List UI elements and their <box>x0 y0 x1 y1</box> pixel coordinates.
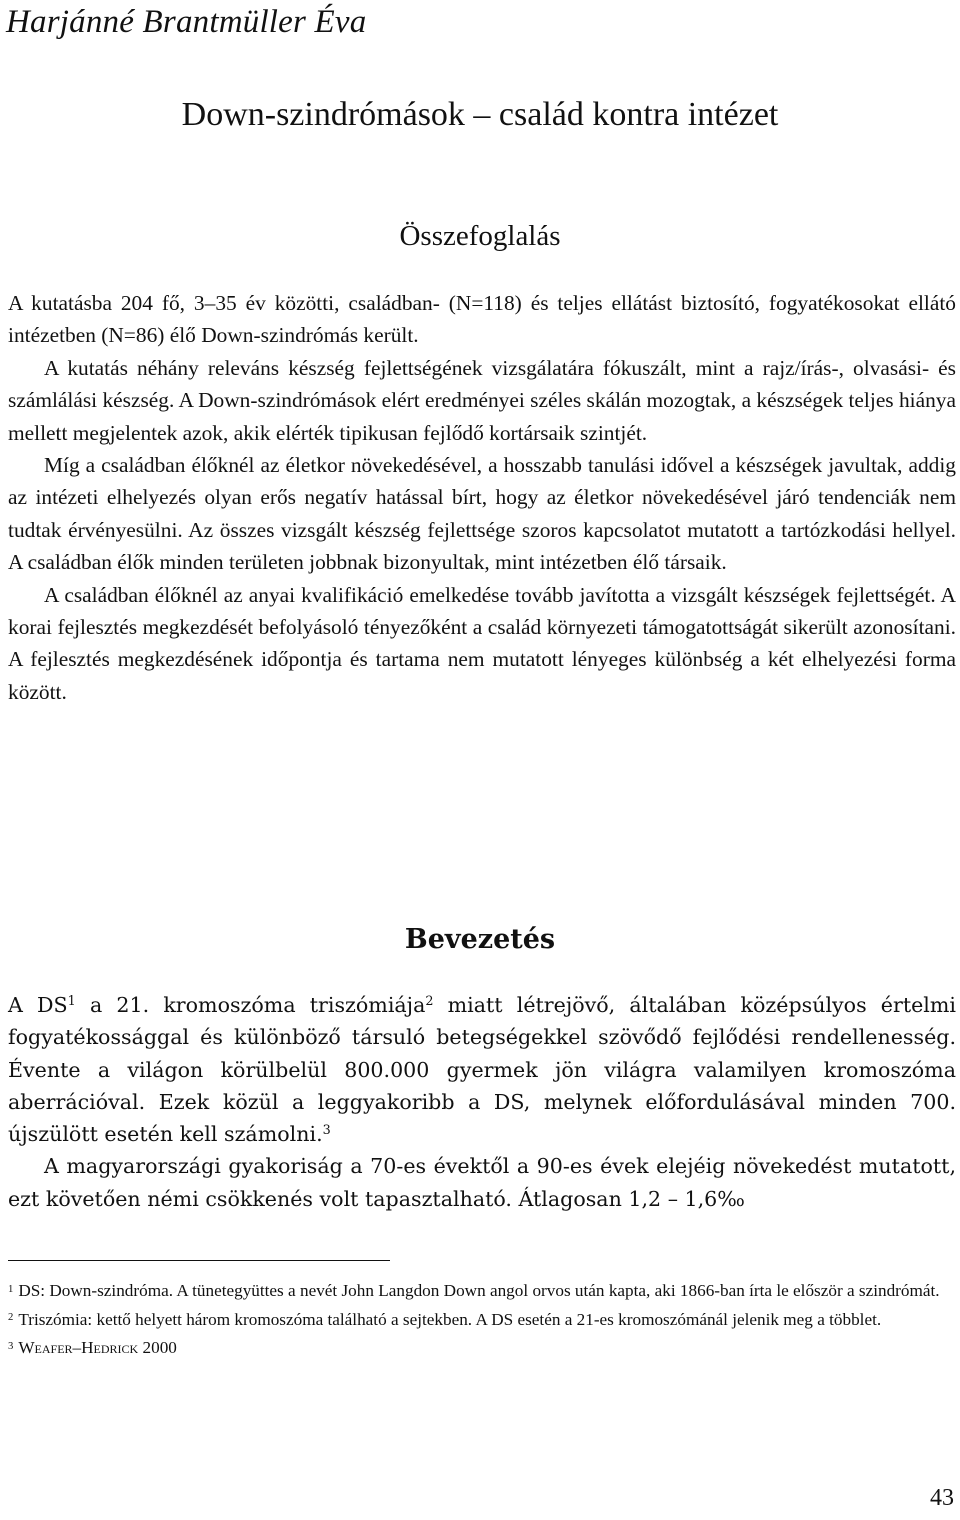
footnote <box>8 1335 956 1361</box>
summary-paragraph: Míg a családban élőknél az életkor növekedésével, a hosszabb tanulási idővel a készségek javultak, addig az intézeti elhelyezés olyan erős negatív hatással bírt, hogy az életkor növekedésével járó tendenciák nem tudtak érvényesülni. Az összes vizsgált készség fejlettsége szoros kapcsolatot mutatott a tartózkodási hellyel. A családban élők minden területen jobbnak bizonyultak, mint intézetben élő társaik. <box>8 453 956 575</box>
footnote-number: 2 <box>8 1312 14 1324</box>
intro-text: A DS <box>8 993 68 1017</box>
summary-section <box>8 287 956 708</box>
footnote-ref[interactable]: 1 <box>67 993 76 1009</box>
intro-heading: Bevezetés <box>404 924 556 955</box>
footnote-number: 1 <box>8 1283 14 1295</box>
footnote <box>8 1307 956 1333</box>
intro-section <box>8 989 956 1215</box>
footnote-text: DS: Down-szindróma. A tünetegyüttes a nevét John Langdon Down angol orvos után kapta, aki 1866-ban írta le először a szindrómát. <box>18 1281 940 1300</box>
footnotes <box>8 1278 956 1364</box>
summary-heading: Összefoglalás <box>399 220 561 252</box>
page-number: 43 <box>930 1485 954 1511</box>
intro-paragraph <box>8 989 956 1150</box>
summary-paragraph: A kutatás néhány releváns készség fejlettségének vizsgálatára fókuszált, mint a rajz/írás-, olvasási- és számlálási készség. A Down-szindrómások elért eredményei széles skálán mozogtak, a készségek teljes hiánya mellett megjelentek azok, akik elérték tipikusan fejlődő kortársaik szintjét. <box>8 355 956 445</box>
footnote-divider <box>8 1260 390 1261</box>
footnote-text: Triszómia: kettő helyett három kromoszóma található a sejtekben. A DS esetén a 21-es kromoszómánál jelenik meg a többlet. <box>18 1309 882 1329</box>
intro-text: a 21. kromoszóma triszómiája <box>75 993 426 1017</box>
footnote <box>8 1278 956 1304</box>
summary-paragraph: A családban élőknél az anyai kvalifikáció emelkedése tovább javította a vizsgált készségek fejlettségét. A korai fejlesztés megkezdését befolyásoló tényezőként a család környezeti támogatottságát sikerült azonosítani. A fejlesztés megkezdésének időpontja és tartama nem mutatott lényeges különbség a két elhelyezési forma között. <box>8 582 956 704</box>
intro-paragraph: A magyarországi gyakoriság a 70-es évektől a 90-es évek elejéig növekedést mutatott, ezt követően némi csökkenés volt tapasztalható. Átlagosan 1,2 – 1,6‰ <box>8 1154 956 1211</box>
intro-text: miatt létrejövő, általában középsúlyos értelmi fogyatékossággal és különböző társuló betegségekkel szövődő fejlődési rendellenesség. Évente a világon körülbelül 800.000 gyermek jön világra valamilyen kromoszóma aberrációval. Ezek közül a leggyakoribb a DS, melynek előfordulásával minden 700. újszülött esetén kell számolni. <box>8 993 957 1147</box>
footnote-text: Weafer–Hedrick 2000 <box>18 1338 177 1357</box>
footnote-number: 3 <box>8 1340 14 1352</box>
footnote-ref[interactable]: 2 <box>425 993 434 1009</box>
running-header-author: Harjánné Brantmüller Éva <box>6 4 367 40</box>
summary-paragraph: A kutatásba 204 fő, 3–35 év közötti, családban- (N=118) és teljes ellátást biztosító, fogyatékosokat ellátó intézetben (N=86) élő Down-szindrómás került. <box>8 291 956 348</box>
article-title: Down-szindrómások – család kontra intézet <box>181 96 779 133</box>
footnote-ref[interactable]: 3 <box>322 1123 331 1139</box>
